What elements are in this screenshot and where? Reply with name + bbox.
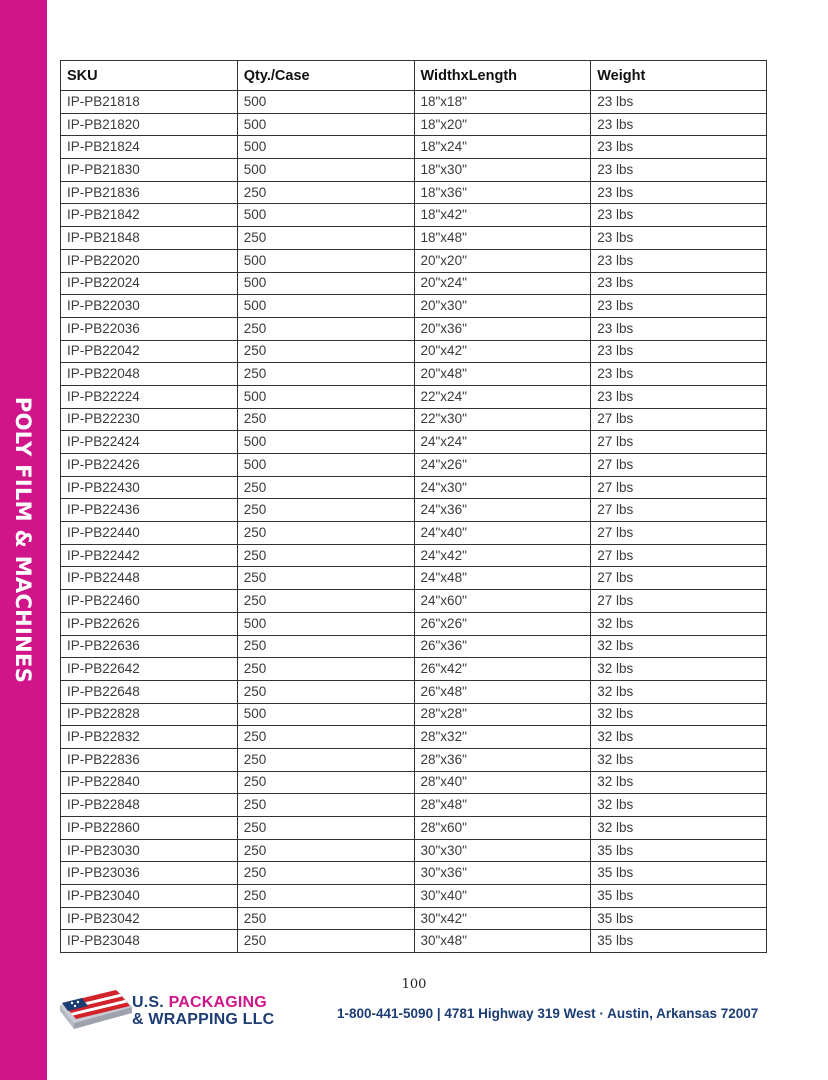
table-row (61, 771, 767, 794)
cell-qty: 250 (237, 726, 414, 749)
cell-sku: IP-PB21842 (61, 204, 238, 227)
cell-qty: 500 (237, 91, 414, 114)
cell-dimensions: 24"x60" (414, 590, 591, 613)
cell-weight: 27 lbs (591, 522, 767, 545)
table-header-row (61, 61, 767, 91)
cell-weight: 23 lbs (591, 385, 767, 408)
cell-sku: IP-PB22430 (61, 476, 238, 499)
cell-sku: IP-PB22460 (61, 590, 238, 613)
cell-sku: IP-PB22448 (61, 567, 238, 590)
cell-qty: 500 (237, 136, 414, 159)
cell-qty: 250 (237, 408, 414, 431)
cell-qty: 250 (237, 907, 414, 930)
cell-sku: IP-PB21824 (61, 136, 238, 159)
table-row (61, 726, 767, 749)
header-dimensions: WidthxLength (414, 61, 591, 91)
table-row (61, 340, 767, 363)
cell-dimensions: 18"x36" (414, 181, 591, 204)
cell-sku: IP-PB22424 (61, 431, 238, 454)
cell-dimensions: 28"x32" (414, 726, 591, 749)
page-number: 100 (401, 977, 427, 992)
cell-weight: 23 lbs (591, 113, 767, 136)
cell-dimensions: 24"x36" (414, 499, 591, 522)
cell-weight: 23 lbs (591, 272, 767, 295)
table-row (61, 454, 767, 477)
logo-prefix: U.S. (132, 994, 169, 1011)
cell-dimensions: 20"x42" (414, 340, 591, 363)
cell-dimensions: 24"x42" (414, 544, 591, 567)
cell-sku: IP-PB22230 (61, 408, 238, 431)
cell-qty: 250 (237, 181, 414, 204)
cell-qty: 500 (237, 431, 414, 454)
cell-dimensions: 28"x40" (414, 771, 591, 794)
cell-sku: IP-PB22626 (61, 612, 238, 635)
cell-weight: 23 lbs (591, 227, 767, 250)
cell-sku: IP-PB22024 (61, 272, 238, 295)
cell-qty: 500 (237, 454, 414, 477)
cell-dimensions: 24"x30" (414, 476, 591, 499)
cell-sku: IP-PB22832 (61, 726, 238, 749)
cell-qty: 250 (237, 544, 414, 567)
cell-qty: 250 (237, 567, 414, 590)
table-row (61, 295, 767, 318)
cell-sku: IP-PB22442 (61, 544, 238, 567)
cell-dimensions: 28"x60" (414, 817, 591, 840)
cell-sku: IP-PB22030 (61, 295, 238, 318)
cell-sku: IP-PB22860 (61, 817, 238, 840)
cell-sku: IP-PB23040 (61, 885, 238, 908)
cell-weight: 23 lbs (591, 159, 767, 182)
cell-dimensions: 26"x48" (414, 680, 591, 703)
cell-weight: 32 lbs (591, 794, 767, 817)
cell-weight: 35 lbs (591, 862, 767, 885)
cell-sku: IP-PB22642 (61, 658, 238, 681)
table-row (61, 930, 767, 953)
cell-sku: IP-PB22840 (61, 771, 238, 794)
cell-qty: 250 (237, 590, 414, 613)
cell-sku: IP-PB22828 (61, 703, 238, 726)
table-row (61, 476, 767, 499)
cell-dimensions: 20"x30" (414, 295, 591, 318)
cell-dimensions: 26"x42" (414, 658, 591, 681)
cell-qty: 250 (237, 748, 414, 771)
cell-weight: 27 lbs (591, 499, 767, 522)
cell-qty: 250 (237, 817, 414, 840)
cell-dimensions: 24"x24" (414, 431, 591, 454)
cell-sku: IP-PB23048 (61, 930, 238, 953)
cell-weight: 27 lbs (591, 431, 767, 454)
table-row (61, 113, 767, 136)
cell-qty: 500 (237, 159, 414, 182)
cell-sku: IP-PB21818 (61, 91, 238, 114)
table-row (61, 227, 767, 250)
table-row (61, 249, 767, 272)
table-row (61, 907, 767, 930)
cell-qty: 500 (237, 703, 414, 726)
cell-dimensions: 30"x42" (414, 907, 591, 930)
cell-qty: 250 (237, 340, 414, 363)
cell-qty: 500 (237, 272, 414, 295)
cell-weight: 23 lbs (591, 136, 767, 159)
section-label: POLY FILM & MACHINES (11, 396, 35, 684)
cell-weight: 35 lbs (591, 907, 767, 930)
cell-qty: 500 (237, 249, 414, 272)
cell-sku: IP-PB22048 (61, 363, 238, 386)
cell-dimensions: 20"x36" (414, 317, 591, 340)
cell-sku: IP-PB21820 (61, 113, 238, 136)
table-row (61, 680, 767, 703)
cell-weight: 23 lbs (591, 363, 767, 386)
cell-sku: IP-PB22848 (61, 794, 238, 817)
cell-qty: 250 (237, 363, 414, 386)
cell-weight: 32 lbs (591, 726, 767, 749)
cell-weight: 23 lbs (591, 317, 767, 340)
table-row (61, 499, 767, 522)
cell-weight: 32 lbs (591, 817, 767, 840)
cell-qty: 500 (237, 204, 414, 227)
cell-dimensions: 28"x48" (414, 794, 591, 817)
cell-weight: 32 lbs (591, 703, 767, 726)
contact-info: 1-800-441-5090 | 4781 Highway 319 West · Austin, Arkansas 72007 (337, 1006, 759, 1021)
table-row (61, 204, 767, 227)
cell-dimensions: 30"x30" (414, 839, 591, 862)
table-row (61, 612, 767, 635)
cell-dimensions: 18"x20" (414, 113, 591, 136)
table-row (61, 590, 767, 613)
cell-sku: IP-PB22440 (61, 522, 238, 545)
cell-dimensions: 20"x48" (414, 363, 591, 386)
cell-dimensions: 28"x36" (414, 748, 591, 771)
cell-sku: IP-PB22836 (61, 748, 238, 771)
table-row (61, 703, 767, 726)
table-body (61, 91, 767, 953)
cell-dimensions: 18"x24" (414, 136, 591, 159)
cell-weight: 35 lbs (591, 839, 767, 862)
cell-dimensions: 20"x20" (414, 249, 591, 272)
cell-weight: 35 lbs (591, 930, 767, 953)
cell-sku: IP-PB22426 (61, 454, 238, 477)
cell-dimensions: 30"x48" (414, 930, 591, 953)
cell-dimensions: 18"x48" (414, 227, 591, 250)
cell-dimensions: 18"x30" (414, 159, 591, 182)
cell-qty: 250 (237, 317, 414, 340)
cell-qty: 250 (237, 930, 414, 953)
table-row (61, 317, 767, 340)
cell-sku: IP-PB23036 (61, 862, 238, 885)
cell-dimensions: 24"x26" (414, 454, 591, 477)
header-sku: SKU (61, 61, 238, 91)
cell-weight: 32 lbs (591, 771, 767, 794)
cell-dimensions: 26"x36" (414, 635, 591, 658)
cell-weight: 23 lbs (591, 249, 767, 272)
cell-sku: IP-PB23042 (61, 907, 238, 930)
cell-dimensions: 22"x24" (414, 385, 591, 408)
table-row (61, 839, 767, 862)
cell-dimensions: 18"x42" (414, 204, 591, 227)
cell-weight: 35 lbs (591, 885, 767, 908)
cell-dimensions: 22"x30" (414, 408, 591, 431)
side-band (0, 0, 47, 1080)
cell-dimensions: 26"x26" (414, 612, 591, 635)
cell-dimensions: 24"x40" (414, 522, 591, 545)
cell-weight: 32 lbs (591, 635, 767, 658)
cell-weight: 27 lbs (591, 544, 767, 567)
cell-qty: 250 (237, 885, 414, 908)
cell-qty: 250 (237, 862, 414, 885)
logo-highlight: PACKAGING (168, 994, 267, 1011)
cell-weight: 32 lbs (591, 680, 767, 703)
cell-weight: 23 lbs (591, 340, 767, 363)
table-row (61, 885, 767, 908)
cell-sku: IP-PB22224 (61, 385, 238, 408)
table-row (61, 522, 767, 545)
company-logo (58, 985, 288, 1035)
cell-qty: 250 (237, 476, 414, 499)
cell-qty: 250 (237, 499, 414, 522)
table-row (61, 159, 767, 182)
cell-weight: 27 lbs (591, 590, 767, 613)
table-row (61, 181, 767, 204)
cell-sku: IP-PB22436 (61, 499, 238, 522)
header-qty: Qty./Case (237, 61, 414, 91)
cell-qty: 500 (237, 612, 414, 635)
cell-qty: 250 (237, 635, 414, 658)
cell-weight: 32 lbs (591, 658, 767, 681)
cell-qty: 500 (237, 295, 414, 318)
cell-qty: 500 (237, 385, 414, 408)
table-row (61, 544, 767, 567)
cell-dimensions: 30"x40" (414, 885, 591, 908)
cell-sku: IP-PB21830 (61, 159, 238, 182)
product-table (60, 60, 767, 953)
cell-sku: IP-PB22020 (61, 249, 238, 272)
cell-sku: IP-PB21836 (61, 181, 238, 204)
cell-qty: 500 (237, 113, 414, 136)
cell-dimensions: 20"x24" (414, 272, 591, 295)
cell-weight: 32 lbs (591, 748, 767, 771)
cell-qty: 250 (237, 658, 414, 681)
table-row (61, 862, 767, 885)
cell-qty: 250 (237, 227, 414, 250)
header-weight: Weight (591, 61, 767, 91)
table-row (61, 817, 767, 840)
cell-dimensions: 24"x48" (414, 567, 591, 590)
table-row (61, 658, 767, 681)
cell-weight: 23 lbs (591, 91, 767, 114)
cell-qty: 250 (237, 794, 414, 817)
cell-weight: 27 lbs (591, 567, 767, 590)
us-flag-icon (58, 985, 133, 1035)
cell-weight: 23 lbs (591, 204, 767, 227)
table-row (61, 794, 767, 817)
cell-weight: 23 lbs (591, 181, 767, 204)
cell-weight: 23 lbs (591, 295, 767, 318)
table-row (61, 136, 767, 159)
cell-weight: 32 lbs (591, 612, 767, 635)
table-row (61, 635, 767, 658)
table-row (61, 91, 767, 114)
cell-weight: 27 lbs (591, 476, 767, 499)
cell-qty: 250 (237, 680, 414, 703)
cell-qty: 250 (237, 839, 414, 862)
cell-weight: 27 lbs (591, 454, 767, 477)
table-row (61, 567, 767, 590)
cell-sku: IP-PB22042 (61, 340, 238, 363)
cell-dimensions: 28"x28" (414, 703, 591, 726)
cell-dimensions: 18"x18" (414, 91, 591, 114)
logo-subtitle: & WRAPPING LLC (132, 1011, 275, 1028)
cell-qty: 250 (237, 522, 414, 545)
cell-sku: IP-PB22036 (61, 317, 238, 340)
table-row (61, 431, 767, 454)
cell-sku: IP-PB22636 (61, 635, 238, 658)
table-row (61, 363, 767, 386)
cell-weight: 27 lbs (591, 408, 767, 431)
table-row (61, 408, 767, 431)
cell-qty: 250 (237, 771, 414, 794)
table-row (61, 748, 767, 771)
cell-sku: IP-PB22648 (61, 680, 238, 703)
cell-dimensions: 30"x36" (414, 862, 591, 885)
table-row (61, 272, 767, 295)
table-row (61, 385, 767, 408)
cell-sku: IP-PB23030 (61, 839, 238, 862)
cell-sku: IP-PB21848 (61, 227, 238, 250)
